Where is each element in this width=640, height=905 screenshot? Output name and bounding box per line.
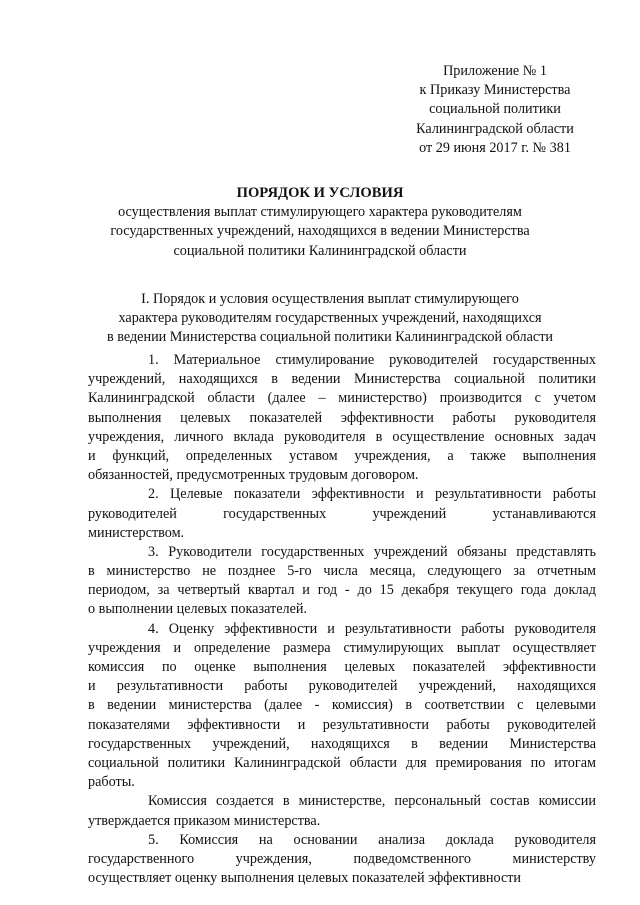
paragraph-line: и функций, определенных уставом учреждения, а также выполнения xyxy=(88,447,596,464)
subtitle-line: осуществления выплат стимулирующего характера руководителям xyxy=(118,204,522,221)
paragraph-line: в министерство не позднее 5-го числа месяца, следующего за отчетным xyxy=(88,563,596,580)
appendix-line: к Приказу Министерства xyxy=(419,82,571,99)
document-title: ПОРЯДОК И УСЛОВИЯ xyxy=(236,185,404,201)
paragraph-line: учреждений, находящихся в ведении Министерства социальной политики xyxy=(88,371,596,388)
section-heading-line: в ведении Министерства социальной политики Калининградской области xyxy=(106,329,554,346)
paragraph-line: выполнения целевых показателей эффективности работы руководителя xyxy=(88,409,596,426)
paragraph-line: социальной политики Калининградской области для премирования по итогам xyxy=(88,754,596,771)
paragraph-line: 4. Оценку эффективности и результативности работы руководителя xyxy=(148,620,596,637)
section-heading xyxy=(85,290,575,348)
paragraph xyxy=(88,351,596,485)
paragraph xyxy=(88,620,596,793)
body-text xyxy=(88,351,596,888)
paragraph-line: Калининградской области (далее – министерство) производится с учетом xyxy=(88,390,596,407)
section-heading-line: характера руководителям государственных учреждений, находящихся xyxy=(118,310,542,327)
paragraph-line: 5. Комиссия на основании анализа доклада руководителя xyxy=(148,831,596,848)
document-subtitle xyxy=(90,203,550,261)
paragraph-line: утверждается приказом министерства. xyxy=(88,812,321,829)
appendix-line: от 29 июня 2017 г. № 381 xyxy=(419,139,571,156)
paragraph xyxy=(88,485,596,543)
paragraph-line: 2. Целевые показатели эффективности и результативности работы xyxy=(148,486,596,503)
paragraph-line: Комиссия создается в министерстве, персональный состав комиссии xyxy=(148,793,596,810)
paragraph-line: о выполнении целевых показателей. xyxy=(88,601,308,618)
paragraph-line: работы. xyxy=(88,774,135,791)
paragraph-line: в ведении министерства (далее - комиссия) в соответствии с целевыми xyxy=(88,697,596,714)
paragraph-line: комиссия по оценке выполнения целевых показателей эффективности xyxy=(88,659,596,675)
appendix-line: социальной политики xyxy=(429,101,561,118)
appendix-line: Приложение № 1 xyxy=(443,63,547,79)
paragraph-line: государственного учреждения, подведомственного министерству xyxy=(88,850,596,867)
appendix-note xyxy=(400,62,590,158)
paragraph-line: учреждения и определение размера стимулирующих выплат осуществляет xyxy=(88,639,596,656)
paragraph-line: и результативности работы руководителей учреждений, находящихся xyxy=(88,678,596,695)
section-heading-line: I. Порядок и условия осуществления выплат стимулирующего xyxy=(141,291,519,307)
paragraph-line: государственных учреждений, находящихся в ведении Министерства xyxy=(88,735,596,752)
paragraph xyxy=(88,543,596,620)
appendix-line: Калининградской области xyxy=(416,120,574,137)
paragraph-line: обязанностей, предусмотренных трудовым договором. xyxy=(88,467,419,484)
paragraph xyxy=(88,792,596,830)
title-block xyxy=(90,184,550,261)
subtitle-line: социальной политики Калининградской области xyxy=(173,242,467,259)
paragraph-line: периодом, за четвертый квартал и год - до 15 декабря текущего года доклад xyxy=(88,582,596,599)
paragraph-line: показателями эффективности и результативности работы руководителей xyxy=(88,716,596,733)
paragraph-line: осуществляет оценку выполнения целевых показателей эффективности xyxy=(88,870,522,887)
paragraph-line: 3. Руководители государственных учреждений обязаны представлять xyxy=(148,543,596,560)
paragraph-line: руководителей государственных учреждений устанавливаются xyxy=(88,505,596,522)
paragraph xyxy=(88,831,596,889)
paragraph-line: 1. Материальное стимулирование руководителей государственных xyxy=(148,352,596,368)
paragraph-line: учреждения, личного вклада руководителя в осуществление основных задач xyxy=(88,428,596,445)
paragraph-line: министерством. xyxy=(88,524,185,541)
subtitle-line: государственных учреждений, находящихся в ведении Министерства xyxy=(110,223,530,240)
